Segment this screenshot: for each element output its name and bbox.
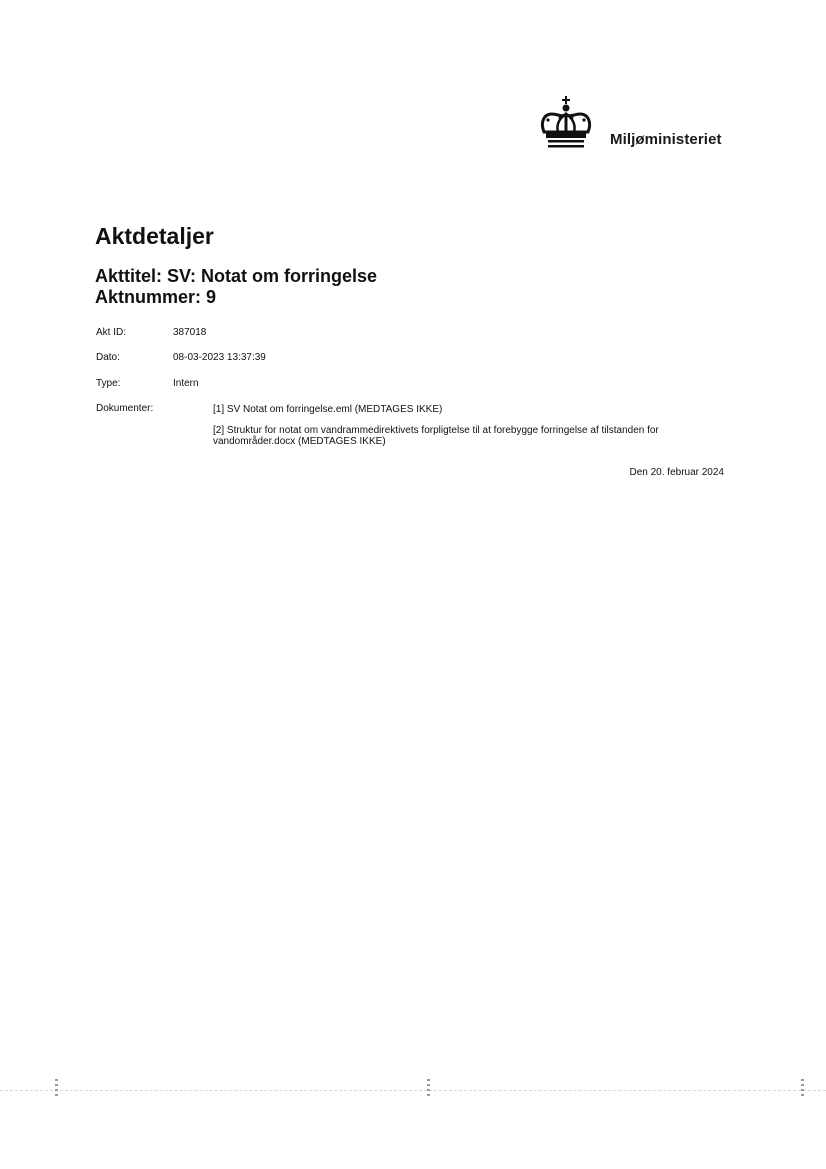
scan-artifact-line [0,1090,826,1091]
scan-artifact-mark [427,1079,430,1099]
dokumenter-label: Dokumenter: [96,403,154,414]
date-line: Den 20. februar 2024 [629,467,724,478]
akt-id-label: Akt ID: [96,327,127,338]
document-item-1: [1] SV Notat om forringelse.eml (MEDTAGES IKKE) [213,404,443,415]
dato-value: 08-03-2023 13:37:39 [173,352,266,363]
scan-artifact-mark [55,1079,58,1099]
ministry-logo [538,96,722,150]
akt-number: Aktnummer: 9 [95,287,217,307]
akt-id-value: 387018 [173,327,207,338]
dato-label: Dato: [96,352,120,363]
type-label: Type: [96,378,121,389]
ministry-name: Miljøministeriet [610,131,722,148]
akt-title: Akttitel: SV: Notat om forringelse [95,266,378,286]
scan-artifact-mark [801,1079,804,1099]
crown-icon [538,96,594,150]
document-item-2: [2] Struktur for notat om vandrammedirektivets forpligtelse til at forebygge forringelse af tilstanden for vandområder.docx (MEDTAGES IKKE) [213,425,659,447]
type-value: Intern [173,378,199,389]
page-heading: Aktdetaljer [95,223,214,249]
